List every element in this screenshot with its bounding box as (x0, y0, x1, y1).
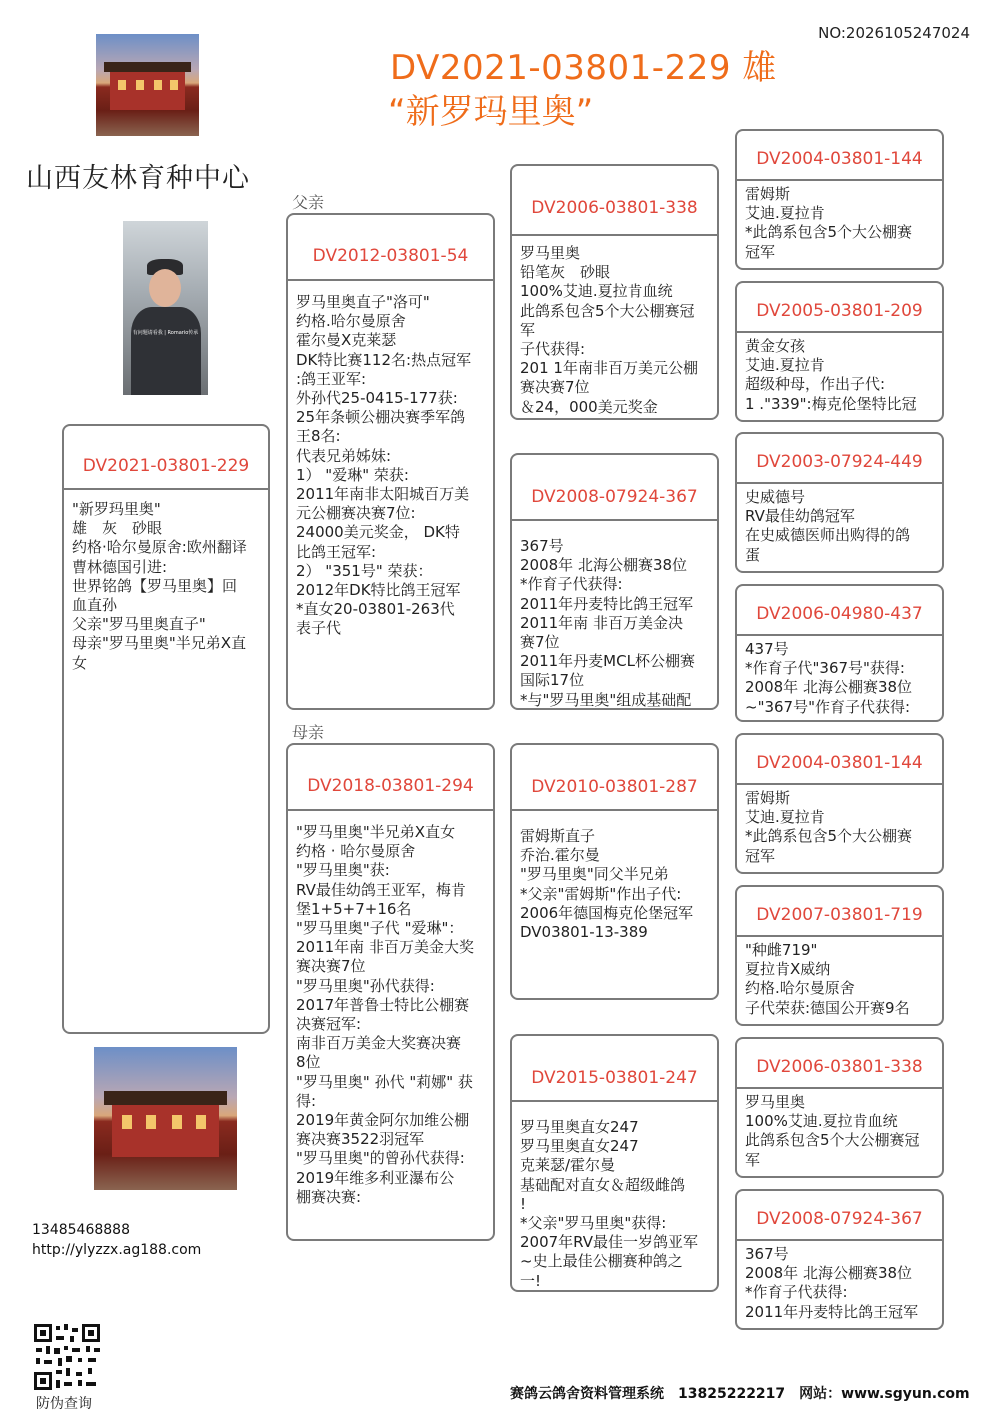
grandparent-details (512, 521, 717, 710)
detail-line: 此鸽系包含5个大公棚赛冠 (520, 301, 695, 320)
detail-line: 外孙代25-0415-177获: (296, 389, 458, 408)
pigeon-name: “新罗玛里奥” (388, 92, 594, 132)
detail-line: 乔治.霍尔曼 (520, 846, 600, 865)
detail-line: 2008年 北海公棚赛38位 (520, 556, 688, 575)
detail-line: "罗马里奥"孙代获得: (296, 976, 435, 995)
great-grandparent-card (735, 885, 944, 1026)
great-grandparent-card (735, 1037, 944, 1178)
detail-line: 2007年RV最佳一岁鸽亚军 (520, 1233, 699, 1252)
detail-line: 蛋 (745, 545, 761, 564)
detail-line: "罗马里奥"同父半兄弟 (520, 865, 669, 884)
great-grandparent-card (735, 733, 944, 874)
detail-line: 基础配对直女＆超级雌鸽 (520, 1175, 686, 1194)
detail-line: *作育子代"367号"获得: (745, 659, 905, 678)
detail-line: 2011年南非太阳城百万美 (296, 485, 470, 504)
detail-line: *直女20-03801-263代 (296, 600, 455, 619)
detail-line: 得: (296, 1091, 317, 1110)
detail-line: 2008年 北海公棚赛38位 (745, 678, 913, 697)
detail-line: 军 (520, 320, 536, 339)
father-label: 父亲 (292, 193, 325, 212)
photo-caption: 有问题请看我 | Romario传承 (132, 330, 199, 336)
detail-line: 约格.哈尔曼原舍 (296, 312, 406, 331)
detail-line: 约格 · 哈尔曼原舍 (296, 842, 416, 861)
great-grandparent-card (735, 281, 944, 422)
grandparent-details (512, 236, 717, 417)
detail-line: *此鸽系包含5个大公棚赛 (745, 827, 913, 846)
detail-line: 2011年南 非百万美金决 (520, 613, 683, 632)
detail-line: 史威德号 (745, 488, 806, 506)
great-grandparent-code: DV2003-07924-449 (737, 434, 942, 484)
grandparent-code: DV2006-03801-338 (512, 166, 717, 236)
detail-line: 2008年 北海公棚赛38位 (745, 1264, 913, 1283)
detail-line: 此鸽系包含5个大公棚赛冠 (745, 1131, 920, 1150)
great-grandparent-code: DV2004-03801-144 (737, 131, 942, 181)
detail-line: 罗马里奥 (520, 244, 581, 262)
subject-card (62, 424, 270, 1034)
grandparent-code: DV2008-07924-367 (512, 455, 717, 521)
great-grandparent-details (737, 785, 942, 866)
detail-line: 父亲"罗马里奥直子" (72, 615, 206, 634)
detail-line: 国际17位 (520, 671, 585, 690)
detail-line: "种雌719" (745, 941, 818, 959)
detail-line: 在史威德医师出购得的鸽 (745, 526, 911, 545)
detail-line: 2011年南 非百万美金大奖 (296, 938, 474, 957)
detail-line: 2019年黄金阿尔加维公棚 (296, 1111, 470, 1130)
detail-line: 1） "爱琳" 荣获: (296, 465, 409, 484)
detail-line: RV最佳幼鸽冠军 (745, 507, 855, 526)
contact-url[interactable]: http://ylyzzx.ag188.com (32, 1242, 202, 1258)
detail-line: 约格·哈尔曼原舍:欧州翻译 (72, 538, 247, 557)
detail-line: 夏拉肯X威纳 (745, 960, 831, 979)
detail-line: ! (520, 1194, 527, 1213)
detail-line: 100%艾迪.夏拉肯血统 (745, 1112, 898, 1131)
detail-line: 代表兄弟姊妹: (296, 446, 392, 465)
detail-line: 比鸽王冠军: (296, 542, 377, 561)
detail-line: 母亲"罗马里奥"半兄弟X直 (72, 634, 247, 653)
great-grandparent-details (737, 333, 942, 414)
detail-line: 罗马里奥直女247 (520, 1137, 639, 1156)
detail-line: DV03801-13-389 (520, 923, 648, 942)
great-grandparent-details (737, 937, 942, 1018)
detail-line: 罗马里奥直子"洛可" (296, 293, 430, 311)
detail-line: 表子代 (296, 619, 342, 638)
detail-line: "罗马里奥"获: (296, 861, 390, 880)
grandparent-details (512, 811, 717, 942)
detail-line: 2017年普鲁士特比公棚赛 (296, 995, 470, 1014)
great-grandparent-code: DV2006-03801-338 (737, 1039, 942, 1089)
detail-line: "罗马里奥" 孙代 "莉娜" 获 (296, 1072, 473, 1091)
detail-line: 子代荣获:德国公开赛9名 (745, 998, 910, 1017)
great-grandparent-code: DV2008-07924-367 (737, 1191, 942, 1241)
footer-info: 赛鸽云鸽舍资料管理系统 13825222217 网站：www.sgyun.com (510, 1386, 970, 1402)
great-grandparent-card (735, 1189, 944, 1330)
qr-label: 防伪查询 (36, 1396, 92, 1412)
detail-line: 堡1+5+7+16名 (296, 899, 412, 918)
father-code: DV2012-03801-54 (288, 215, 493, 281)
detail-line: "罗马里奥"的曾孙代获得: (296, 1149, 465, 1168)
grandparent-code: DV2015-03801-247 (512, 1036, 717, 1102)
detail-line: 赛7位 (520, 633, 560, 652)
detail-line: 约格.哈尔曼原舍 (745, 979, 855, 998)
detail-line: 棚赛决赛: (296, 1187, 362, 1206)
detail-line: 黄金女孩 (745, 337, 806, 355)
father-card (286, 213, 495, 710)
great-grandparent-card (735, 432, 944, 573)
detail-line: 子代获得: (520, 340, 586, 359)
detail-line: 世界铭鸽【罗马里奥】回 (72, 576, 238, 595)
great-grandparent-card (735, 584, 944, 722)
great-grandparent-code: DV2006-04980-437 (737, 586, 942, 636)
great-grandparent-code: DV2007-03801-719 (737, 887, 942, 937)
father-details (288, 281, 493, 639)
detail-line: 艾迪.夏拉肯 (745, 356, 825, 375)
org-name: 山西友林育种中心 (26, 163, 250, 194)
loft-photo-bottom (94, 1047, 237, 1190)
detail-line: "罗马里奥"半兄弟X直女 (296, 823, 456, 841)
detail-line: 艾迪.夏拉肯 (745, 204, 825, 223)
detail-line: :鸽王亚军: (296, 369, 367, 388)
mother-card (286, 743, 495, 1241)
detail-line: 雷姆斯 (745, 185, 791, 203)
detail-line: 超级种母，作出子代: (745, 375, 886, 394)
detail-line: 雷姆斯 (745, 789, 791, 807)
detail-line: 367号 (520, 537, 564, 555)
detail-line: 铅笔灰 砂眼 (520, 263, 611, 282)
detail-line: 367号 (745, 1245, 789, 1263)
detail-line: 元公棚赛决赛7位: (296, 504, 416, 523)
mother-label: 母亲 (292, 723, 325, 742)
detail-line: 2006年德国梅克伦堡冠军 (520, 903, 694, 922)
great-grandparent-card (735, 129, 944, 270)
detail-line: 艾迪.夏拉肯 (745, 808, 825, 827)
great-grandparent-details (737, 484, 942, 565)
qr-code[interactable] (32, 1322, 102, 1392)
detail-line: 24000美元奖金， DK特 (296, 523, 460, 542)
grandparent-card (510, 453, 719, 710)
grandparent-code: DV2010-03801-287 (512, 745, 717, 811)
subject-details (64, 490, 268, 673)
detail-line: 2011年丹麦MCL杯公棚赛 (520, 652, 695, 671)
detail-line: 雷姆斯直子 (520, 827, 596, 845)
great-grandparent-code: DV2005-03801-209 (737, 283, 942, 333)
grandparent-card (510, 1034, 719, 1292)
subject-code: DV2021-03801-229 (64, 426, 268, 490)
detail-line: 霍尔曼X克莱瑟 (296, 331, 397, 350)
detail-line: 赛决赛7位 (296, 957, 366, 976)
detail-line: 8位 (296, 1053, 321, 1072)
detail-line: 437号 (745, 640, 789, 658)
serial-number: NO:2026105247024 (818, 24, 970, 42)
detail-line: 罗马里奥直女247 (520, 1118, 639, 1136)
detail-line: "罗马里奥"子代 "爱琳"： (296, 919, 464, 938)
detail-line: 军 (745, 1150, 761, 1169)
detail-line: 2012年DK特比鸽王冠军 (296, 581, 461, 600)
detail-line: ~史上最佳公棚赛种鸽之 (520, 1252, 683, 1271)
detail-line: 2011年丹麦特比鸽王冠军 (745, 1302, 919, 1321)
detail-line: ＆24，000美元奖金 (520, 397, 658, 416)
detail-line: 100%艾迪.夏拉肯血统 (520, 282, 673, 301)
detail-line: 王8名: (296, 427, 341, 446)
great-grandparent-details (737, 181, 942, 262)
loft-photo-top (96, 34, 199, 136)
detail-line: *作育子代获得: (520, 575, 623, 594)
grandparent-card (510, 743, 719, 1000)
qr-code-icon (32, 1322, 102, 1392)
contact-phone: 13485468888 (32, 1222, 130, 1238)
detail-line: 曹林德国引进: (72, 557, 168, 576)
detail-line: *作育子代获得: (745, 1283, 848, 1302)
detail-line: 2019年维多利亚瀑布公 (296, 1168, 455, 1187)
detail-line: 冠军 (745, 242, 776, 261)
detail-line: RV最佳幼鸽王亚军，梅肯 (296, 880, 466, 899)
detail-line: 克莱瑟/霍尔曼 (520, 1156, 616, 1175)
detail-line: ~"367号"作育子代获得: (745, 697, 911, 716)
detail-line: 2011年丹麦特比鸽王冠军 (520, 594, 694, 613)
detail-line: 25年条顿公棚决赛季军鸽 (296, 408, 466, 427)
mother-details (288, 811, 493, 1207)
detail-line: 决赛冠军: (296, 1015, 362, 1034)
detail-line: 冠军 (745, 846, 776, 865)
mother-code: DV2018-03801-294 (288, 745, 493, 811)
great-grandparent-details (737, 1089, 942, 1170)
detail-line: 201 1年南非百万美元公棚 (520, 359, 698, 378)
detail-line: 2） "351号" 荣获： (296, 561, 433, 580)
great-grandparent-details (737, 636, 942, 717)
detail-line: 女 (72, 653, 88, 672)
detail-line: *父亲"罗马里奥"获得: (520, 1214, 667, 1233)
detail-line: 一! (520, 1271, 542, 1290)
detail-line: 罗马里奥 (745, 1093, 806, 1111)
detail-line: *父亲"雷姆斯"作出子代: (520, 884, 682, 903)
great-grandparent-details (737, 1241, 942, 1322)
detail-line: 南非百万美金大奖赛决赛 (296, 1034, 462, 1053)
detail-line: *与"罗马里奥"组成基础配 (520, 690, 692, 709)
detail-line: 血直孙 (72, 596, 118, 615)
detail-line: 1 ."339":梅克伦堡特比冠 (745, 394, 917, 413)
grandparent-details (512, 1102, 717, 1291)
pigeon-title: DV2021-03801-229 雄 (390, 48, 777, 88)
detail-line: *此鸽系包含5个大公棚赛 (745, 223, 913, 242)
detail-line: 雄 灰 砂眼 (72, 519, 163, 538)
detail-line: "新罗玛里奥" (72, 500, 161, 518)
grandparent-card (510, 164, 719, 420)
detail-line: 赛决赛7位 (520, 378, 590, 397)
detail-line: DK特比赛112名:热点冠军 (296, 350, 472, 369)
great-grandparent-code: DV2004-03801-144 (737, 735, 942, 785)
breeder-photo (123, 221, 208, 395)
detail-line: 赛决赛3522羽冠军 (296, 1130, 425, 1149)
